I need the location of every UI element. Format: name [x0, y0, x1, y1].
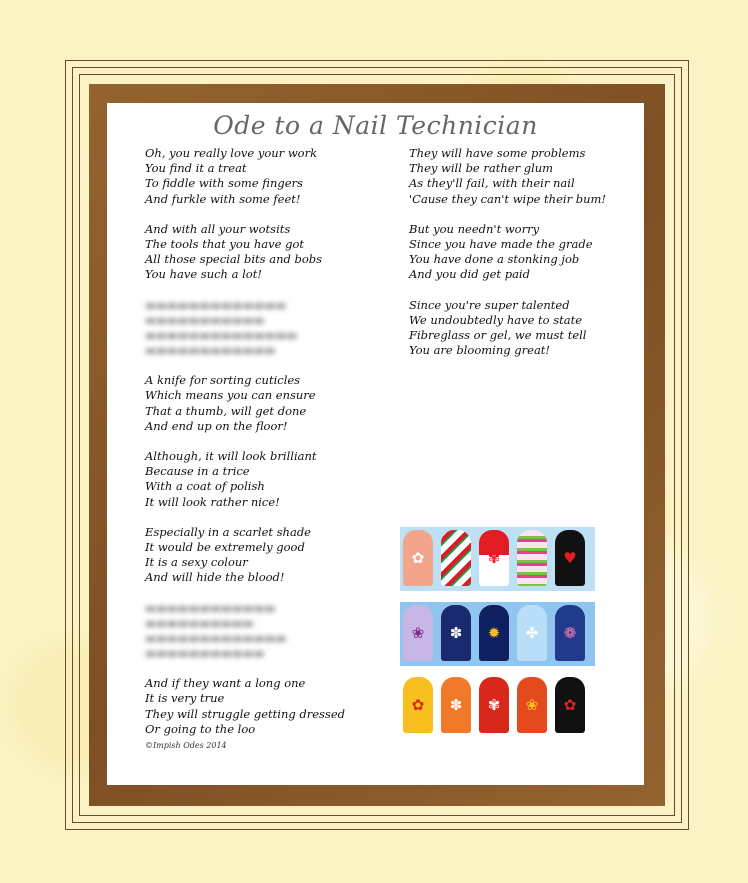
poem-line: As they'll fail, with their nail	[409, 176, 575, 191]
poem-line: Or going to the loo	[145, 721, 256, 736]
poem-line: All those special bits and bobs	[145, 252, 323, 267]
poem-line: 'Cause they can't wipe their bum!	[409, 191, 607, 206]
poem-line: Oh, you really love your work	[145, 146, 318, 160]
nail-art-row	[400, 674, 595, 738]
stanza	[409, 146, 639, 207]
poem-line: Since you're super talented	[409, 297, 570, 312]
nail-art-image: ✿	[403, 677, 433, 733]
poem-title: Ode to a Nail Technician	[213, 111, 538, 140]
poem-line: It will look rather nice!	[145, 494, 280, 509]
stanza	[409, 298, 639, 359]
nail-art-image: ✿	[555, 677, 585, 733]
poem-line: To fiddle with some fingers	[145, 176, 303, 191]
stanza	[145, 373, 375, 434]
poem-line: And if they want a long one	[145, 676, 306, 691]
poem-line: You find it a treat	[145, 161, 247, 176]
nail-art-image: ❀	[517, 677, 547, 733]
stanza	[145, 146, 375, 207]
nail-art-image: ✹	[479, 605, 509, 661]
poem-line: You have such a lot!	[145, 267, 262, 282]
poem-line: They will have some problems	[409, 146, 586, 160]
blurred-line: ▬▬▬▬▬▬▬▬▬▬▬▬	[145, 600, 276, 615]
poem-line: Especially in a scarlet shade	[145, 524, 311, 539]
poem-line: And with all your wotsits	[145, 221, 291, 236]
nail-art-image: ✾	[479, 677, 509, 733]
nail-art-image: ✽	[441, 605, 471, 661]
poem-line: Because in a trice	[145, 464, 250, 479]
blurred-line: ▬▬▬▬▬▬▬▬▬▬▬▬▬	[145, 297, 287, 312]
right-column	[409, 146, 639, 373]
blurred-line: ▬▬▬▬▬▬▬▬▬▬▬▬▬▬	[145, 327, 298, 342]
nail-art-row	[400, 527, 595, 591]
nail-art-image	[517, 530, 547, 586]
poem-line: And furkle with some feet!	[145, 191, 301, 206]
blurred-stanza	[145, 298, 375, 359]
nail-art-image: ✤	[517, 605, 547, 661]
poem-line: With a coat of polish	[145, 479, 265, 494]
stanza	[145, 222, 375, 283]
nail-art-image: ✽	[441, 677, 471, 733]
poem-line: Which means you can ensure	[145, 388, 316, 403]
blurred-line: ▬▬▬▬▬▬▬▬▬▬▬▬	[145, 343, 276, 358]
stanza	[145, 676, 375, 737]
poem-line: The tools that you have got	[145, 236, 305, 251]
nail-art-image: ✿	[403, 530, 433, 586]
nail-art-image	[441, 530, 471, 586]
poem-line: We undoubtedly have to state	[409, 312, 583, 327]
poem-line: And will hide the blood!	[145, 570, 285, 585]
stanza	[145, 449, 375, 510]
nail-art-image: ♥	[555, 530, 585, 586]
blurred-line: ▬▬▬▬▬▬▬▬▬▬▬	[145, 312, 265, 327]
poem-paper	[107, 103, 644, 785]
poem-line: It would be extremely good	[145, 539, 305, 554]
blurred-stanza	[145, 601, 375, 662]
poem-line: Fibreglass or gel, we must tell	[409, 327, 587, 342]
nail-art-image: ❀	[403, 605, 433, 661]
blurred-line: ▬▬▬▬▬▬▬▬▬▬▬	[145, 646, 265, 661]
poem-line: Although, it will look brilliant	[145, 449, 317, 463]
nail-art-image: ✾	[479, 530, 509, 586]
poem-line: That a thumb, will get done	[145, 403, 307, 418]
left-column	[145, 146, 375, 752]
poem-line: It is very true	[145, 691, 225, 706]
poem-line: You are blooming great!	[409, 343, 551, 358]
blurred-line: ▬▬▬▬▬▬▬▬▬▬▬▬▬	[145, 630, 287, 645]
poem-line: It is a sexy colour	[145, 555, 248, 570]
poem-line: And end up on the floor!	[145, 418, 288, 433]
poem-line: A knife for sorting cuticles	[145, 373, 301, 388]
poem-line: But you needn't worry	[409, 221, 540, 236]
stanza	[409, 222, 639, 283]
poem-line: They will struggle getting dressed	[145, 706, 346, 721]
nail-art-image: ❁	[555, 605, 585, 661]
poem-line: Since you have made the grade	[409, 236, 593, 251]
stanza	[145, 525, 375, 586]
poem-line: You have done a stonking job	[409, 252, 580, 267]
poem-line: And you did get paid	[409, 267, 530, 282]
blurred-line: ▬▬▬▬▬▬▬▬▬▬	[145, 615, 254, 630]
poem-line: They will be rather glum	[409, 161, 554, 176]
copyright-text: ©Impish Odes 2014	[145, 741, 227, 750]
nail-art-row	[400, 602, 595, 666]
